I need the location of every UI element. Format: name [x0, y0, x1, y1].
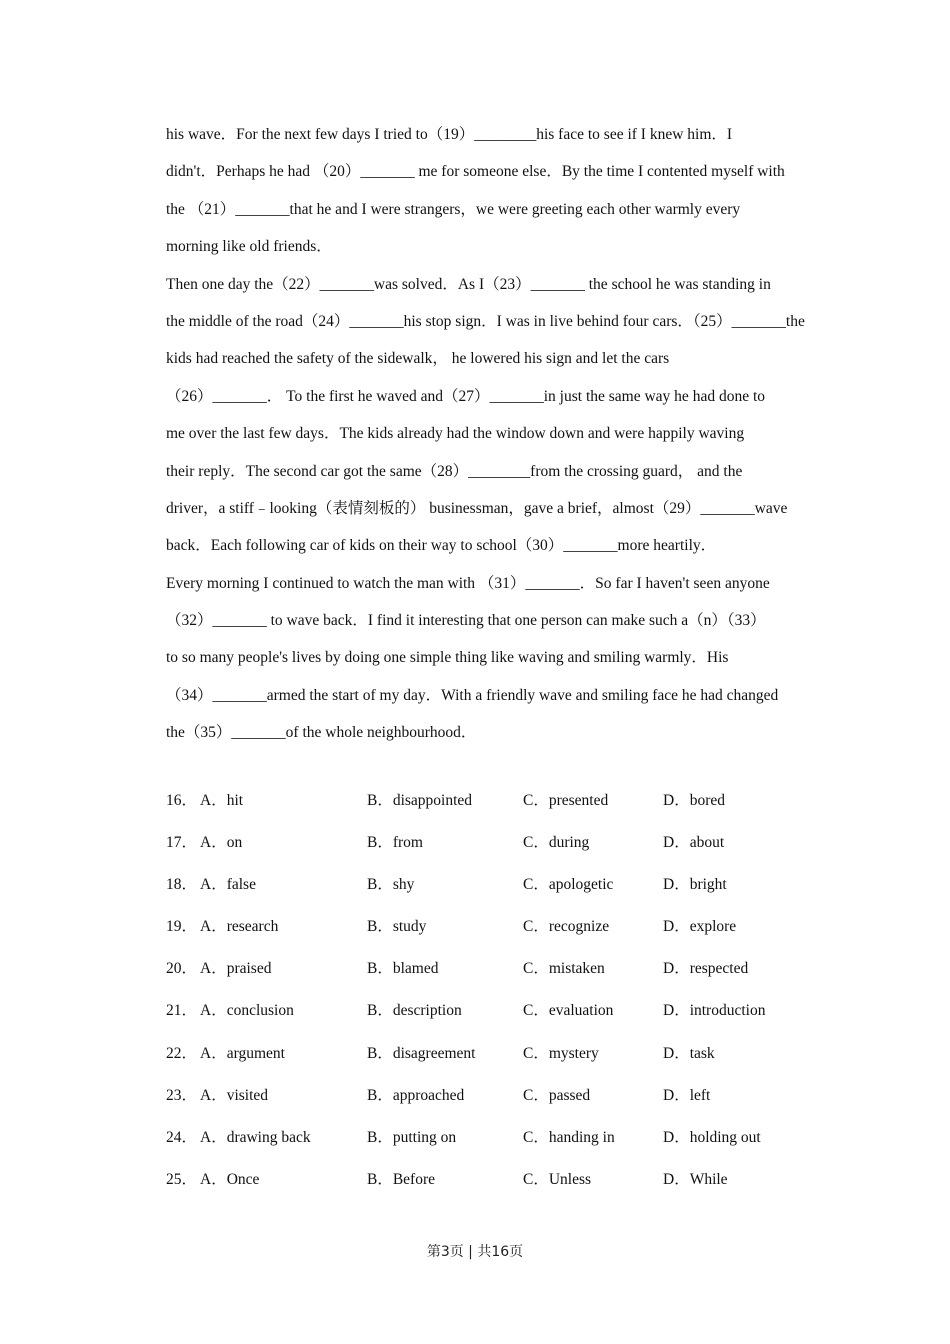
page-footer: 第3页 | 共16页 — [426, 1244, 524, 1260]
option-b: B．approached — [367, 1086, 465, 1104]
option-b: B．description — [367, 1002, 462, 1020]
option-a: A．false — [200, 876, 256, 894]
option-a: A．Once — [200, 1170, 260, 1188]
option-d: D．While — [663, 1170, 728, 1188]
question-number: 22． — [166, 1044, 198, 1062]
option-a: A．on — [200, 834, 243, 852]
option-a: A．drawing back — [200, 1128, 311, 1146]
passage-line: back．Each following car of kids on their way to school（30）_______more heartily． — [166, 537, 717, 555]
question-row — [166, 788, 826, 830]
passage-line: kids had reached the safety of the sidewalk， he lowered his sign and let the cars — [166, 350, 670, 368]
question-row — [166, 1125, 826, 1167]
passage-line: Every morning I continued to watch the man with （31）_______．So far I haven't seen anyone — [166, 574, 770, 592]
passage-line: （26）_______． To the first he waved and（27）_______in just the same way he had done to — [166, 387, 766, 405]
option-b: B．putting on — [367, 1128, 457, 1146]
question-row — [166, 956, 826, 998]
option-b: B．from — [367, 834, 423, 852]
option-d: D．introduction — [663, 1002, 766, 1020]
question-row — [166, 914, 826, 956]
passage-line: morning like old friends． — [166, 238, 332, 256]
question-number: 18． — [166, 876, 198, 894]
option-a: A．visited — [200, 1086, 269, 1104]
option-c: C．passed — [523, 1086, 591, 1104]
option-d: D．about — [663, 834, 725, 852]
answer-options — [166, 788, 826, 1209]
option-a: A．argument — [200, 1044, 285, 1062]
passage-line: didn't．Perhaps he had （20）_______ me for someone else．By the time I contented myself with — [166, 163, 785, 181]
option-c: C．recognize — [523, 918, 610, 936]
option-d: D．holding out — [663, 1128, 761, 1146]
option-c: C．during — [523, 834, 590, 852]
cloze-passage — [166, 116, 836, 752]
option-c: C．mistaken — [523, 960, 605, 978]
option-b: B．blamed — [367, 960, 439, 978]
option-a: A．research — [200, 918, 279, 936]
option-b: B．Before — [367, 1170, 436, 1188]
option-b: B．shy — [367, 876, 415, 894]
passage-line: their reply．The second car got the same（28）________from the crossing guard， and the — [166, 462, 743, 480]
question-number: 24． — [166, 1128, 198, 1146]
option-d: D．explore — [663, 918, 737, 936]
question-number: 16． — [166, 792, 198, 809]
passage-line: driver，a stiff﹣looking（表情刻板的） businessman，gave a brief，almost（29）_______wave — [166, 499, 788, 517]
option-b: B．disappointed — [367, 792, 473, 809]
passage-line: his wave．For the next few days I tried to（19）________his face to see if I knew him．I — [166, 126, 733, 143]
option-c: C．evaluation — [523, 1002, 614, 1020]
question-number: 19． — [166, 918, 198, 936]
passage-line: Then one day the（22）_______was solved．As I（23）_______ the school he was standing in — [166, 275, 771, 293]
option-c: C．presented — [523, 792, 609, 809]
option-d: D．bored — [663, 792, 725, 809]
question-row — [166, 998, 826, 1040]
question-number: 23． — [166, 1086, 198, 1104]
option-d: D．respected — [663, 960, 749, 978]
option-a: A．hit — [200, 792, 244, 809]
question-row — [166, 1083, 826, 1125]
question-row — [166, 1167, 826, 1209]
option-c: C．apologetic — [523, 876, 614, 894]
passage-line: the （21）_______that he and I were strangers，we were greeting each other warmly every — [166, 200, 741, 218]
option-d: D．task — [663, 1044, 715, 1062]
passage-line: the middle of the road（24）_______his stop sign．I was in live behind four cars．（25）_______the — [166, 312, 805, 330]
question-number: 25． — [166, 1170, 198, 1188]
option-c: C．handing in — [523, 1128, 615, 1146]
passage-line: the（35）_______of the whole neighbourhood． — [166, 724, 477, 742]
option-a: A．praised — [200, 960, 272, 978]
question-number: 21． — [166, 1002, 198, 1020]
question-row — [166, 872, 826, 914]
question-row — [166, 1041, 826, 1083]
option-d: D．left — [663, 1086, 711, 1104]
option-c: C．Unless — [523, 1170, 592, 1188]
option-b: B．disagreement — [367, 1044, 476, 1062]
question-number: 17． — [166, 834, 198, 852]
option-d: D．bright — [663, 876, 727, 894]
option-c: C．mystery — [523, 1044, 599, 1062]
passage-line: me over the last few days．The kids already had the window down and were happily waving — [166, 425, 745, 443]
question-row — [166, 830, 826, 872]
passage-line: （34）_______armed the start of my day．With a friendly wave and smiling face he had changed — [166, 686, 779, 704]
option-a: A．conclusion — [200, 1002, 294, 1020]
passage-line: （32）_______ to wave back．I find it interesting that one person can make such a（n）（33） — [166, 612, 766, 630]
question-number: 20． — [166, 960, 198, 978]
option-b: B．study — [367, 918, 427, 936]
passage-line: to so many people's lives by doing one simple thing like waving and smiling warmly．His — [166, 649, 729, 667]
